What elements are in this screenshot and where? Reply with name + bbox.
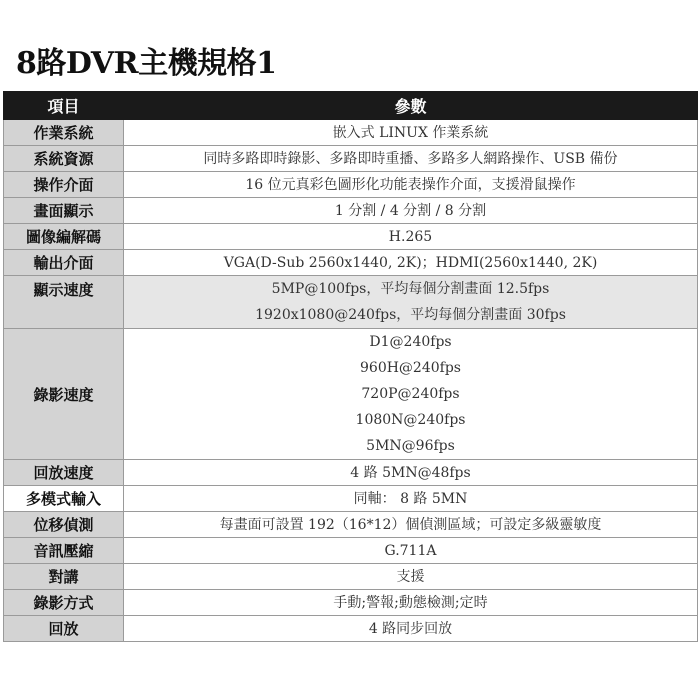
- row-label: 作業系統: [4, 120, 124, 146]
- table-row: [4, 512, 698, 538]
- row-value: [124, 329, 698, 460]
- table-row: [4, 616, 698, 642]
- row-value: [124, 120, 698, 146]
- table-row: [4, 590, 698, 616]
- row-value: [124, 276, 698, 329]
- value-text: 手動;警報;動態檢測;定時: [333, 594, 488, 611]
- row-value: [124, 616, 698, 642]
- table-row: [4, 224, 698, 250]
- row-value: [124, 460, 698, 486]
- value-text: VGA(D-Sub 2560x1440, 2K)；HDMI(2560x1440, 2K): [223, 254, 598, 271]
- value-line: D1@240fps: [369, 334, 452, 350]
- row-label: 操作介面: [4, 172, 124, 198]
- row-value: [124, 146, 698, 172]
- row-label: 錄影方式: [4, 590, 124, 616]
- value-text: H.265: [388, 228, 433, 245]
- row-label: 對講: [4, 564, 124, 590]
- row-value: [124, 512, 698, 538]
- table-header-row: [4, 92, 698, 120]
- table-row: [4, 172, 698, 198]
- row-value: [124, 564, 698, 590]
- value-text: 4 路 5MN@48fps: [350, 464, 471, 481]
- table-row: [4, 564, 698, 590]
- table-row: [4, 276, 698, 329]
- table-row: [4, 146, 698, 172]
- row-label: 回放速度: [4, 460, 124, 486]
- value-text: 1 分割 / 4 分割 / 8 分割: [334, 202, 487, 219]
- row-label: 圖像編解碼: [4, 224, 124, 250]
- row-label: 顯示速度: [4, 276, 124, 329]
- value-text: G.711A: [384, 542, 437, 559]
- row-value: [124, 590, 698, 616]
- value-text: 4 路同步回放: [368, 620, 453, 637]
- row-label: 回放: [4, 616, 124, 642]
- row-label: 多模式輸入: [4, 486, 124, 512]
- row-label: 音訊壓縮: [4, 538, 124, 564]
- value-line: 960H@240fps: [360, 360, 461, 376]
- page-title: 8路DVR主機規格1: [16, 46, 277, 81]
- row-value: [124, 250, 698, 276]
- row-label: 位移偵測: [4, 512, 124, 538]
- row-label: 輸出介面: [4, 250, 124, 276]
- value-text: 同軸： 8 路 5MN: [353, 490, 468, 507]
- value-line: 1920x1080@240fps，平均每個分割畫面 30fps: [255, 307, 566, 323]
- row-value: [124, 198, 698, 224]
- value-line: 720P@240fps: [361, 386, 460, 402]
- value-text: 支援: [396, 568, 425, 585]
- value-line: 1080N@240fps: [355, 412, 466, 428]
- value-text: 同時多路即時錄影、多路即時重播、多路多人網路操作、USB 備份: [203, 150, 618, 167]
- value-text: 每畫面可設置 192（16*12）個偵測區域；可設定多級靈敏度: [219, 516, 602, 533]
- row-value: [124, 486, 698, 512]
- row-label: 錄影速度: [4, 329, 124, 460]
- table-row: [4, 198, 698, 224]
- row-label: 系統資源: [4, 146, 124, 172]
- value-line: 5MP@100fps，平均每個分割畫面 12.5fps: [271, 281, 550, 297]
- header-parameter: 參數: [124, 92, 698, 120]
- row-value: [124, 224, 698, 250]
- row-value: [124, 538, 698, 564]
- value-text: 16 位元真彩色圖形化功能表操作介面，支援滑鼠操作: [245, 176, 576, 193]
- table-row: [4, 486, 698, 512]
- spec-table: [3, 91, 698, 642]
- table-row: [4, 329, 698, 460]
- table-row: [4, 538, 698, 564]
- row-label: 畫面顯示: [4, 198, 124, 224]
- header-item: 項目: [4, 92, 124, 120]
- value-text: 嵌入式 LINUX 作業系統: [332, 124, 489, 141]
- value-line: 5MN@96fps: [366, 438, 455, 454]
- table-row: [4, 120, 698, 146]
- row-value: [124, 172, 698, 198]
- table-row: [4, 460, 698, 486]
- table-row: [4, 250, 698, 276]
